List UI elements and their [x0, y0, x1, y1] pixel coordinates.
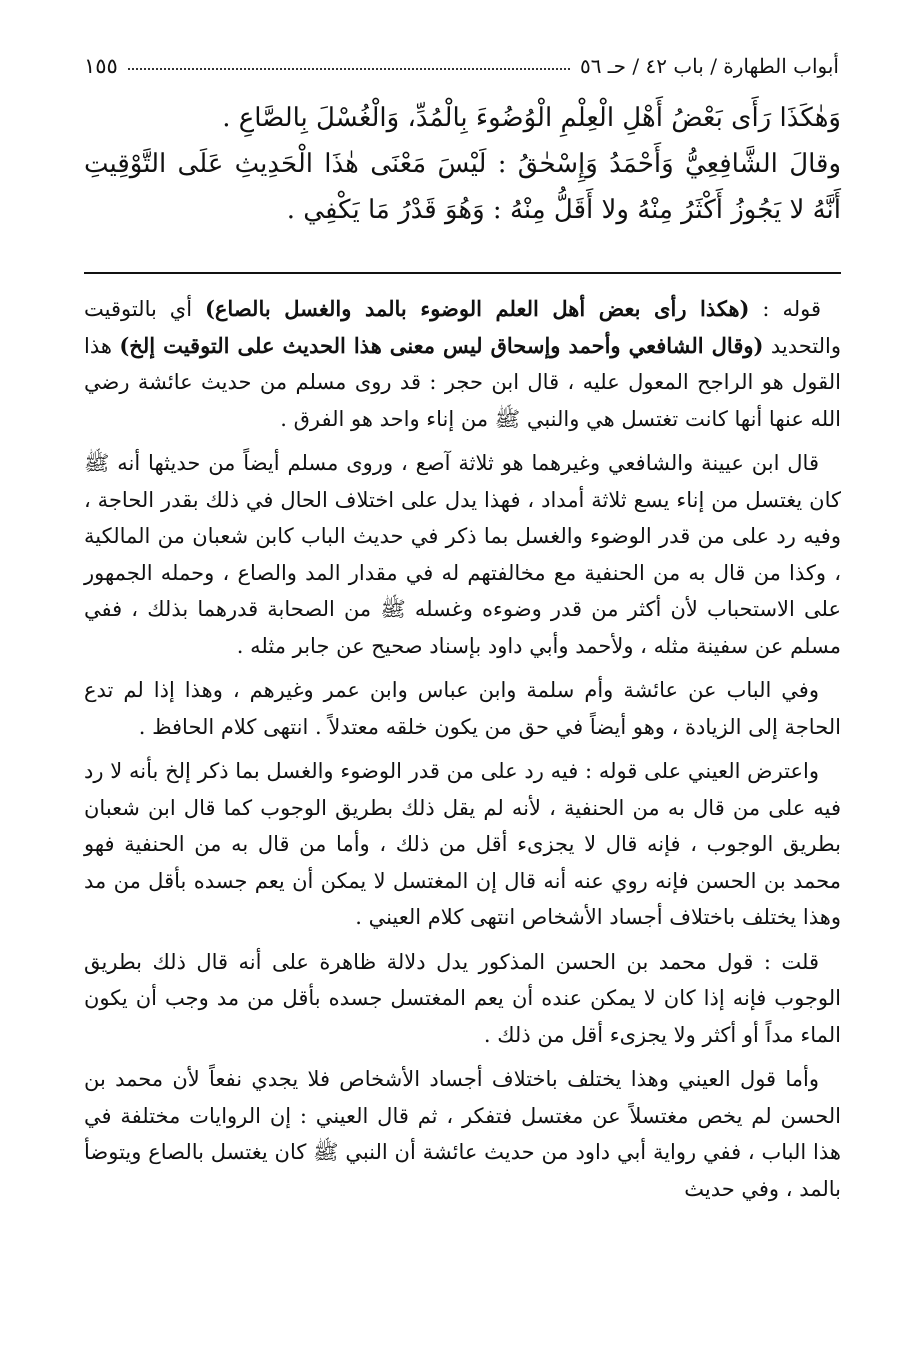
running-title: أبواب الطهارة / باب ٤٢ / حـ ٥٦: [579, 54, 839, 78]
hadith-line: وقالَ الشَّافِعِيُّ وَأَحْمَدُ وَإِسْحٰقُ : لَيْسَ مَعْنَى هٰذَا الْحَدِيثِ عَلَى التَّوْقِيتِ أَنَّهُ لا يَجُوزُ أَكْثَرُ مِنْهُ ولا أَقَلُّ مِنْهُ : وَهُوَ قَدْرُ مَا يَكْفِي .: [84, 149, 841, 225]
dotted-leader: [128, 68, 570, 70]
hadith-line: وَهٰكَذَا رَأَى بَعْضُ أَهْلِ الْعِلْمِ الْوُضُوءَ بِالْمُدِّ، وَالْغُسْلَ بِالصَّاعِ .: [222, 103, 841, 133]
commentary-paragraph: قال ابن عيينة والشافعي وغيرهما هو ثلاثة آصع ، وروى مسلم أيضاً من حديثها أنه ﷺ كان يغتسل من إناء يسع ثلاثة أمداد ، فهذا يدل على اختلاف الحال في ذلك بقدر الحاجة ، وفيه رد على من قدر الوضوء والغسل بما ذكر في حديث الباب كابن شعبان من المالكية ، وكذا من قال به من الحنفية مع مخالفتهم له في مقدار المد والصاع ، وحمله الجمهور على الاستحباب لأن أكثر من قدر وضوءه وغسله ﷺ من الصحابة قدرهما بذلك ، ففي مسلم عن سفينة مثله ، ولأحمد وأبي داود بإسناد صحيح عن جابر مثله .: [84, 451, 841, 658]
commentary-text-run: أي بالتوقيت والتحديد: [84, 297, 841, 358]
quoted-text: (هكذا رأى بعض أهل العلم الوضوء بالمد والغسل بالصاع): [204, 296, 750, 321]
commentary-text-run: هذا القول هو الراجح المعول عليه ، قال ابن حجر : قد روى مسلم من حديث عائشة رضي الله عنها أنها كانت تغتسل هي والنبي ﷺ من إناء واحد هو الفرق .: [84, 333, 841, 431]
quoted-text: (وقال الشافعي وأحمد وإسحاق ليس معنى هذا الحديث على التوقيت إلخ): [119, 332, 764, 358]
commentary-paragraph: قلت : قول محمد بن الحسن المذكور يدل دلالة ظاهرة على أنه قال ذلك بطريق الوجوب فإنه إذا كان لا يمكن عنده أن يعم المغتسل جسده بأقل من مد وجب أن يكون الماء مداً أو أكثر ولا يجزىء أقل من ذلك .: [84, 949, 841, 1047]
footnote-divider: [84, 272, 841, 274]
page-number: ١٥٥: [84, 54, 118, 78]
commentary-text: [84, 291, 841, 1215]
commentary-paragraph: وفي الباب عن عائشة وأم سلمة وابن عباس وابن عمر وغيرهم ، وهذا إذا لم تدع الحاجة إلى الزيادة ، وهو أيضاً في حق من يكون خلقه معتدلاً . انتهى كلام الحافظ .: [84, 678, 841, 739]
commentary-lead: قوله :: [749, 297, 821, 321]
commentary-paragraph: واعترض العيني على قوله : فيه رد على من قدر الوضوء والغسل بما ذكر إلخ بأنه لا رد فيه على من قال به من الحنفية ، لأنه لم يقل ذلك بطريق الوجوب كما قال ابن شعبان بطريق الوجوب ، فإنه قال لا يجزىء أقل من ذلك ، وأما من قال به من الحنفية فهو محمد بن الحسن فإنه روي عنه أنه قال إن المغتسل لا يمكن أن يعم جسده بأقل من مد وهذا يختلف باختلاف أجساد الأشخاص انتهى كلام العيني .: [84, 759, 841, 929]
commentary-paragraph: [84, 291, 841, 437]
commentary-paragraph: وأما قول العيني وهذا يختلف باختلاف أجساد الأشخاص فلا يجدي نفعاً لأن محمد بن الحسن لم يخص مغتسلاً عن مغتسل فتفكر ، ثم قال العيني : إن الروايات مختلفة في هذا الباب ، ففي رواية أبي داود من حديث عائشة أن النبي ﷺ كان يغتسل بالصاع ويتوضأ بالمد ، وفي حديث: [84, 1067, 841, 1201]
hadith-text: [84, 95, 841, 233]
page-header: [84, 46, 839, 86]
